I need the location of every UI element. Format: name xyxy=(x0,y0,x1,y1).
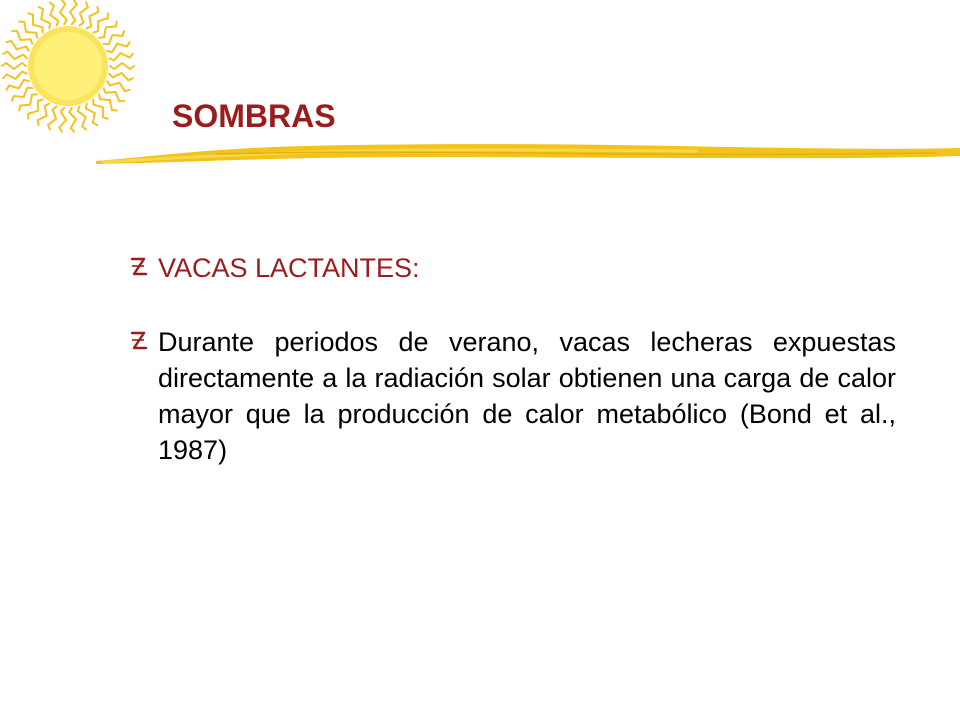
sun-ray xyxy=(12,88,32,101)
sun-ray xyxy=(86,104,98,125)
sun-ray xyxy=(110,63,134,69)
sun-ray xyxy=(104,31,124,44)
sun-ray xyxy=(60,0,67,24)
sun-ray xyxy=(109,53,133,60)
sun-ray xyxy=(109,73,133,80)
z-bullet-icon xyxy=(128,250,150,286)
sun-ray xyxy=(6,41,28,51)
bullet-item xyxy=(128,324,896,468)
sun-ray xyxy=(3,72,27,79)
sun-ray xyxy=(107,81,129,91)
sun-ray xyxy=(2,63,26,69)
sun-ray xyxy=(70,0,77,24)
sun-ray xyxy=(6,80,28,90)
bullet-text: Durante periodos de verano, vacas lecheras expuestas directamente a la radiación solar obtienen una carga de calor mayor que la producción de calor metabólico (Bond et al., 1987) xyxy=(158,327,896,465)
sun-ray xyxy=(19,22,37,38)
sun-ray xyxy=(87,7,99,28)
sun-icon xyxy=(0,0,140,140)
bullet-item xyxy=(128,250,896,286)
sun-ray xyxy=(28,13,42,32)
brush-stroke-underline xyxy=(96,136,960,172)
sun-ray xyxy=(78,106,86,129)
sun-ray xyxy=(107,42,129,52)
sun-ray xyxy=(3,52,27,59)
sun-ray xyxy=(48,106,56,129)
sun-ray xyxy=(59,108,66,132)
sun-ray xyxy=(99,94,117,110)
sun-ray xyxy=(79,3,87,26)
slide-title: SOMBRAS xyxy=(172,98,336,134)
sun-ray xyxy=(38,104,50,125)
sun-ray xyxy=(50,3,58,26)
sun-ray xyxy=(69,108,76,132)
sun-ray xyxy=(39,7,51,28)
sun-ray xyxy=(93,100,107,119)
z-bullet-icon xyxy=(128,324,150,360)
bullet-text: VACAS LACTANTES: xyxy=(158,253,420,283)
bullet-list xyxy=(128,250,896,468)
